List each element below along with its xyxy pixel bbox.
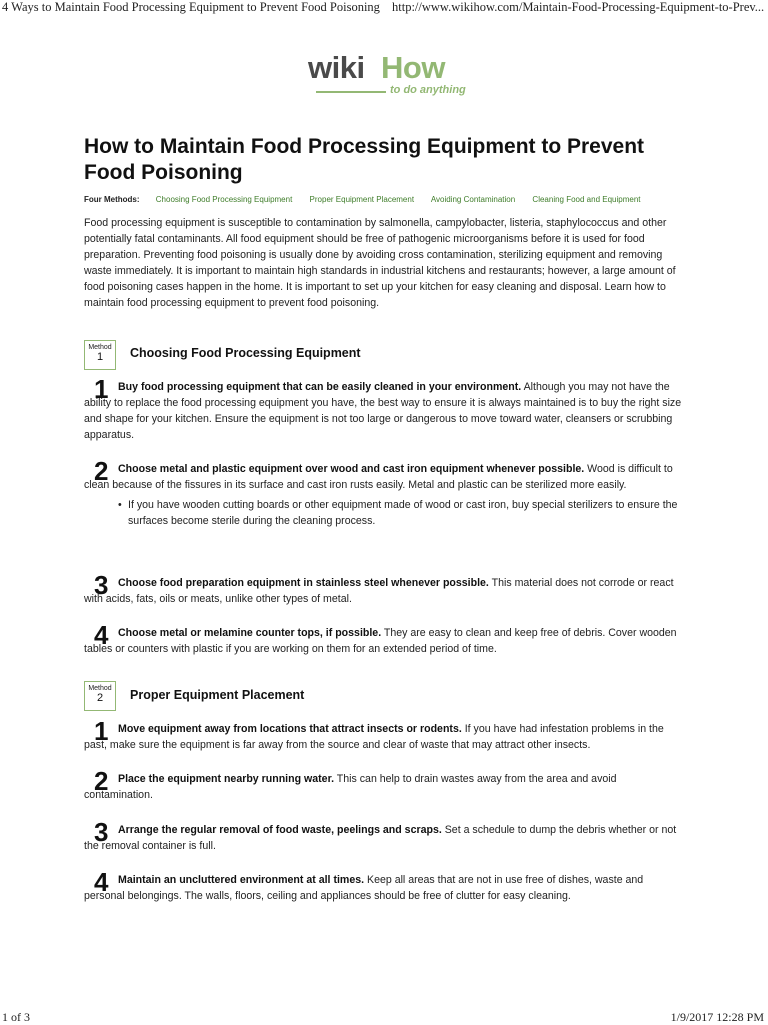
step-text: Keep all areas that are not in use free of dishes, waste and personal belongings. The walls, floors, ceiling and appliances should be free of clutter for easy cleaning. (84, 874, 644, 902)
step-headline: Move equipment away from locations that attract insects or rodents. (118, 723, 462, 735)
wikihow-logo[interactable] (308, 52, 468, 98)
step-headline: Buy food processing equipment that can be easily cleaned in your environment. (118, 381, 522, 393)
article-intro: Food processing equipment is susceptible to contamination by salmonella, campylobacter, listeria, staphylococcus and other potentially fatal contaminants. All food equipment should be free of pathogenic microorganisms before it is used for food preparation. Preventing food poisoning is usually done by avoiding cross contamination, sterilizing equipment and removing waste immediately. It is important to maintain high standards in industrial kitchens and restaurants; however, a large amount of food poisoning cases happen in the home. It is important to set up your kitchen for easy cleaning and disposal. Learn how to maintain food processing equipment to prevent food poisoning. (84, 217, 676, 309)
method-badge-label: Method (88, 344, 112, 351)
step-text: If you have had infestation problems in the past, make sure the equipment is far away from the source and clear of waste that may attract other insects. (84, 723, 664, 751)
print-header (2, 0, 766, 16)
step-headline: Choose metal and plastic equipment over wood and cast iron equipment whenever possible. (118, 463, 585, 475)
logo-underline (316, 91, 386, 93)
step (84, 817, 684, 854)
step-number: 3 (94, 817, 109, 847)
step-number: 1 (94, 716, 109, 746)
step-headline: Place the equipment nearby running water. (118, 773, 335, 785)
step (84, 766, 684, 803)
step-text: This can help to drain wastes away from the area and avoid contamination. (84, 773, 617, 801)
print-header-title: 4 Ways to Maintain Food Processing Equipment to Prevent Food Poisoning (2, 0, 380, 14)
step-number: 3 (94, 570, 109, 600)
step-headline: Choose food preparation equipment in stainless steel whenever possible. (118, 577, 489, 589)
method-badge-number: 2 (96, 692, 104, 704)
logo-tagline: to do anything (390, 84, 466, 96)
logo-how-text: How (381, 50, 445, 85)
step-number: 1 (94, 374, 109, 404)
method-badge (84, 681, 116, 711)
page-number: 1 of 3 (2, 1010, 30, 1024)
method-badge (84, 340, 116, 370)
step-text: Wood is difficult to clean because of the fissures in its surface and cast iron rusts easily. Metal and plastic can be sterilized more easily. (84, 463, 673, 491)
methods-nav (84, 195, 656, 204)
method-title: Choosing Food Processing Equipment (130, 346, 361, 360)
step-number: 4 (94, 867, 109, 897)
method-link-2[interactable]: Proper Equipment Placement (309, 195, 415, 204)
step-text: Set a schedule to dump the debris whether or not the removal container is full. (84, 824, 677, 852)
methods-nav-label: Four Methods: (84, 195, 140, 204)
step (84, 570, 684, 607)
step-headline: Maintain an uncluttered environment at all times. (118, 874, 365, 886)
step-headline: Choose metal or melamine counter tops, if possible. (118, 627, 382, 639)
print-datetime: 1/9/2017 12:28 PM (670, 1010, 764, 1024)
article-title: How to Maintain Food Processing Equipment to Prevent Food Poisoning (84, 135, 645, 184)
step-tips (118, 497, 684, 529)
step (84, 456, 684, 529)
print-header-url: http://www.wikihow.com/Maintain-Food-Processing-Equipment-to-Prev... (392, 0, 765, 14)
method-link-1[interactable]: Choosing Food Processing Equipment (155, 195, 293, 204)
step-number: 4 (94, 620, 109, 650)
method-badge-number: 1 (96, 351, 104, 363)
method-link-4[interactable]: Cleaning Food and Equipment (532, 195, 641, 204)
step-number: 2 (94, 766, 109, 796)
print-footer (2, 1010, 766, 1024)
step (84, 716, 684, 753)
step (84, 374, 684, 443)
step-text: This material does not corrode or react with acids, fats, oils or meats, unlike other types of metal. (84, 577, 674, 605)
step-text: They are easy to clean and keep free of debris. Cover wooden tables or counters with plastic if you are working on them for an extended period of time. (84, 627, 677, 655)
step-tip: • If you have wooden cutting boards or other equipment made of wood or cast iron, buy special sterilizers to ensure the surfaces become sterile during the cleaning process. (118, 497, 684, 529)
method-title: Proper Equipment Placement (130, 688, 305, 702)
method-badge-label: Method (88, 685, 112, 692)
logo-wiki-text: wiki (308, 50, 365, 85)
step-text: Although you may not have the ability to replace the food processing equipment you have, the best way to ensure it is always maintained is to buy the right size and shape for your kitchen. Ensure the equipment is not too large or dangerous to move toward water, cleansers or scrubbing apparatus. (84, 381, 682, 441)
step (84, 867, 684, 904)
method-link-3[interactable]: Avoiding Contamination (430, 195, 516, 204)
step-number: 2 (94, 456, 109, 486)
step (84, 620, 684, 657)
step-headline: Arrange the regular removal of food waste, peelings and scraps. (118, 824, 442, 836)
